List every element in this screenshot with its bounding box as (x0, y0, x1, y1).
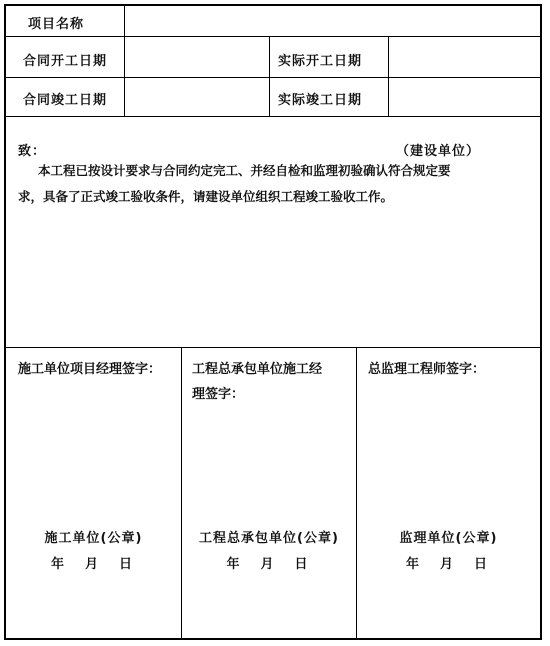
actual-completion-date-field[interactable] (394, 82, 534, 112)
supervision-unit-date: 年 月 日 (405, 557, 491, 572)
signature-col-divider-1 (181, 347, 182, 638)
supervision-unit-seal-label: 监理单位(公章) (399, 531, 498, 546)
actual-start-date-label: 实际开工日期 (278, 54, 363, 69)
actual-start-date-field[interactable] (394, 42, 534, 72)
contract-start-date-field[interactable] (130, 42, 264, 72)
header-col-divider-3 (388, 36, 389, 116)
notice-recipient-note: （建设单位） (396, 144, 481, 159)
row-divider-2 (6, 77, 540, 78)
notice-body-line-1: 本工程已按设计要求与合同约定完工、并经自检和监理初验确认符合规定要 (38, 163, 451, 178)
row-divider-3 (6, 116, 540, 117)
project-name-label: 项目名称 (28, 17, 85, 32)
contract-completion-date-label: 合同竣工日期 (23, 93, 108, 108)
header-col-divider-2 (269, 36, 270, 116)
general-contractor-manager-signature-label: 工程总承包单位施工经 (192, 362, 323, 377)
chief-supervisor-signature-label: 总监理工程师签字： (368, 362, 486, 377)
construction-unit-seal-label: 施工单位(公章) (44, 531, 143, 546)
project-name-field[interactable] (130, 10, 534, 34)
actual-completion-date-label: 实际竣工日期 (278, 93, 363, 108)
general-contractor-manager-signature-label-cont: 理签字： (192, 387, 245, 402)
construction-unit-date: 年 月 日 (50, 557, 136, 572)
contract-start-date-label: 合同开工日期 (23, 54, 108, 69)
header-col-divider-1 (124, 6, 125, 116)
general-contractor-date: 年 月 日 (226, 557, 312, 572)
notice-body-line-2: 求，具备了正式竣工验收条件，请建设单位组织工程竣工验收工作。 (18, 189, 394, 204)
contract-completion-date-field[interactable] (130, 82, 264, 112)
construction-manager-signature-label: 施工单位项目经理签字： (18, 362, 162, 377)
notice-to-label: 致： (18, 144, 47, 159)
general-contractor-seal-label: 工程总承包单位(公章) (199, 531, 339, 546)
row-divider-1 (6, 36, 540, 37)
completion-acceptance-form (4, 4, 542, 640)
row-divider-4 (6, 347, 540, 348)
signature-col-divider-2 (356, 347, 357, 638)
